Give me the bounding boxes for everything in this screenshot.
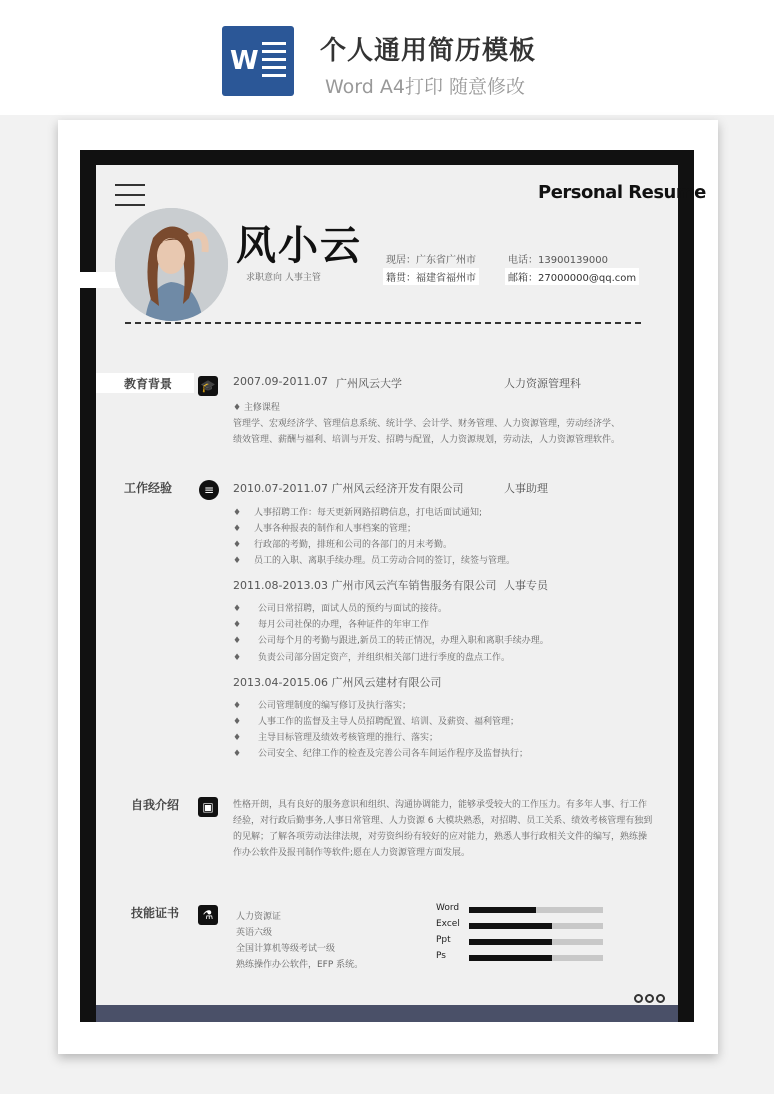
self-title: 自我介绍 — [131, 798, 180, 812]
job-item: ♦ 行政部的考勤，排班和公司的各部门的月末考勤。 — [233, 540, 452, 550]
job-item-text: 行政部的考勤，排班和公司的各部门的月末考勤。 — [253, 540, 452, 550]
graduation-cap-icon: 🎓 — [198, 376, 218, 396]
job-heading: 2013.04-2015.06 广州风云建材有限公司 — [233, 676, 442, 689]
cert-item: 英语六级 — [236, 928, 273, 938]
job-item-text: 负责公司部分固定资产，并组织相关部门进行季度的盘点工作。 — [257, 653, 510, 663]
skill-fill — [469, 955, 552, 961]
job-item: ♦ 人事各种报表的制作和人事档案的管理； — [233, 524, 416, 534]
education-major: 人力资源管理科 — [504, 377, 581, 390]
word-icon — [222, 26, 294, 96]
job-item: ♦ 负责公司部分固定资产，并组织相关部门进行季度的盘点工作。 — [233, 653, 510, 663]
skill-label: Ps — [436, 951, 446, 961]
skills-title: 技能证书 — [131, 906, 180, 920]
job-item-text: 人事招聘工作：每天更新网路招聘信息，打电话面试通知; — [253, 508, 482, 518]
menu-icon — [115, 184, 145, 214]
job-item: ♦ 公司每个月的考勤与跟进,新员工的转正情况，办理入职和离职手续办理。 — [233, 636, 549, 646]
portrait-image — [115, 208, 228, 321]
courses-line: 管理学、宏观经济学、管理信息系统、统计学、会计学、财务管理、人力资源管理，劳动经济学、 — [233, 419, 621, 429]
native-text: 籍贯：福建省福州市 — [383, 268, 479, 285]
skill-bar-excel — [469, 923, 603, 929]
job-item-text: 每月公司社保的办理，各种证件的年审工作 — [257, 620, 429, 630]
self-text: 的见解；了解各项劳动法律法规，对劳资纠纷有较好的应对能力，熟悉人事行政相关文件的编写，熟练操 — [233, 832, 648, 842]
flask-icon: ⚗ — [198, 905, 218, 925]
database-icon: ≡ — [199, 480, 219, 500]
job-item-text: 员工的入职、离职手续办理。员工劳动合同的签订，续签与管理。 — [253, 556, 515, 566]
email-text: 邮箱：27000000@qq.com — [505, 268, 639, 285]
resume-label: Personal Resume — [538, 182, 706, 203]
work-title: 工作经验 — [124, 481, 173, 495]
job-role: 人事专员 — [504, 579, 548, 592]
job-item-text: 人事工作的监督及主导人员招聘配置、培训、及薪资、福利管理； — [257, 717, 519, 727]
skill-label: Excel — [436, 919, 460, 929]
skill-bar-ps — [469, 955, 603, 961]
job-item: ♦ 公司安全、纪律工作的检查及完善公司各车间运作程序及监督执行； — [233, 749, 528, 759]
skill-bar-word — [469, 907, 603, 913]
cert-item: 全国计算机等级考试一级 — [236, 944, 336, 954]
phone-text: 电话：13900139000 — [508, 255, 608, 266]
job-item: ♦ 人事工作的监督及主导人员招聘配置、培训、及薪资、福利管理； — [233, 717, 519, 727]
footer-bar — [96, 1005, 678, 1022]
skill-label: Ppt — [436, 935, 451, 945]
job-item-text: 公司管理制度的编写修订及执行落实； — [257, 701, 411, 711]
courses-line: 绩效管理、薪酬与福利、培训与开发、招聘与配置，人力资源规划，劳动法，人力资源管理软件。 — [233, 435, 621, 445]
cert-item: 人力资源证 — [236, 912, 282, 922]
word-icon-letter: W — [230, 46, 259, 76]
avatar — [115, 208, 228, 321]
job-heading: 2010.07-2011.07 广州风云经济开发有限公司 — [233, 482, 464, 495]
job-item-text: 主导目标管理及绩效考核管理的推行、落实； — [257, 733, 438, 743]
skill-fill — [469, 907, 536, 913]
pagination-dots — [634, 988, 667, 1007]
courses-label: ♦ 主修课程 — [233, 403, 280, 413]
job-item-text: 公司安全、纪律工作的检查及完善公司各车间运作程序及监督执行； — [257, 749, 528, 759]
job-item: ♦ 公司管理制度的编写修订及执行落实； — [233, 701, 411, 711]
job-item: ♦ 员工的入职、离职手续办理。员工劳动合同的签订，续签与管理。 — [233, 556, 515, 566]
job-item-text: 公司每个月的考勤与跟进,新员工的转正情况，办理入职和离职手续办理。 — [257, 636, 549, 646]
person-name: 风小云 — [236, 223, 362, 269]
job-item: ♦ 公司日常招聘，面试人员的预约与面试的接待。 — [233, 604, 447, 614]
job-item-text: 公司日常招聘，面试人员的预约与面试的接待。 — [257, 604, 447, 614]
job-item: ♦ 主导目标管理及绩效考核管理的推行、落实； — [233, 733, 438, 743]
job-heading: 2011.08-2013.03 广州市风云汽车销售服务有限公司 — [233, 579, 497, 592]
job-item: ♦ 人事招聘工作：每天更新网路招聘信息，打电话面试通知; — [233, 508, 482, 518]
banner-subtitle: Word A4打印 随意修改 — [325, 76, 526, 98]
education-school: 广州风云大学 — [336, 377, 402, 390]
floppy-disk-icon: ▣ — [198, 797, 218, 817]
residence-text: 现居：广东省广州市 — [386, 255, 476, 266]
banner — [0, 0, 774, 115]
job-item: ♦ 每月公司社保的办理，各种证件的年审工作 — [233, 620, 429, 630]
education-period: 2007.09-2011.07 — [233, 375, 328, 388]
self-text: 性格开朗，具有良好的服务意识和组织、沟通协调能力，能够承受较大的工作压力。有多年人事、行工作 — [233, 800, 648, 810]
education-title: 教育背景 — [124, 377, 173, 391]
skill-label: Word — [436, 903, 460, 913]
divider — [125, 322, 641, 324]
cert-item: 熟练操作办公软件，EFP 系统。 — [236, 960, 364, 970]
skill-fill — [469, 923, 552, 929]
decor-strip — [80, 272, 120, 288]
self-text: 经验，对行政后勤事务,人事日常管理、人力资源 6 大模块熟悉，对招聘、员工关系、绩效考核管理有独到 — [233, 816, 653, 826]
banner-title: 个人通用简历模板 — [320, 36, 537, 66]
self-text: 作办公软件及报刊制作等软件;愿在人力资源管理方面发展。 — [233, 848, 471, 858]
job-role: 人事助理 — [504, 482, 548, 495]
skill-bar-ppt — [469, 939, 603, 945]
job-item-text: 人事各种报表的制作和人事档案的管理； — [253, 524, 416, 534]
skill-fill — [469, 939, 552, 945]
job-intent: 求职意向 人事主管 — [246, 273, 321, 283]
